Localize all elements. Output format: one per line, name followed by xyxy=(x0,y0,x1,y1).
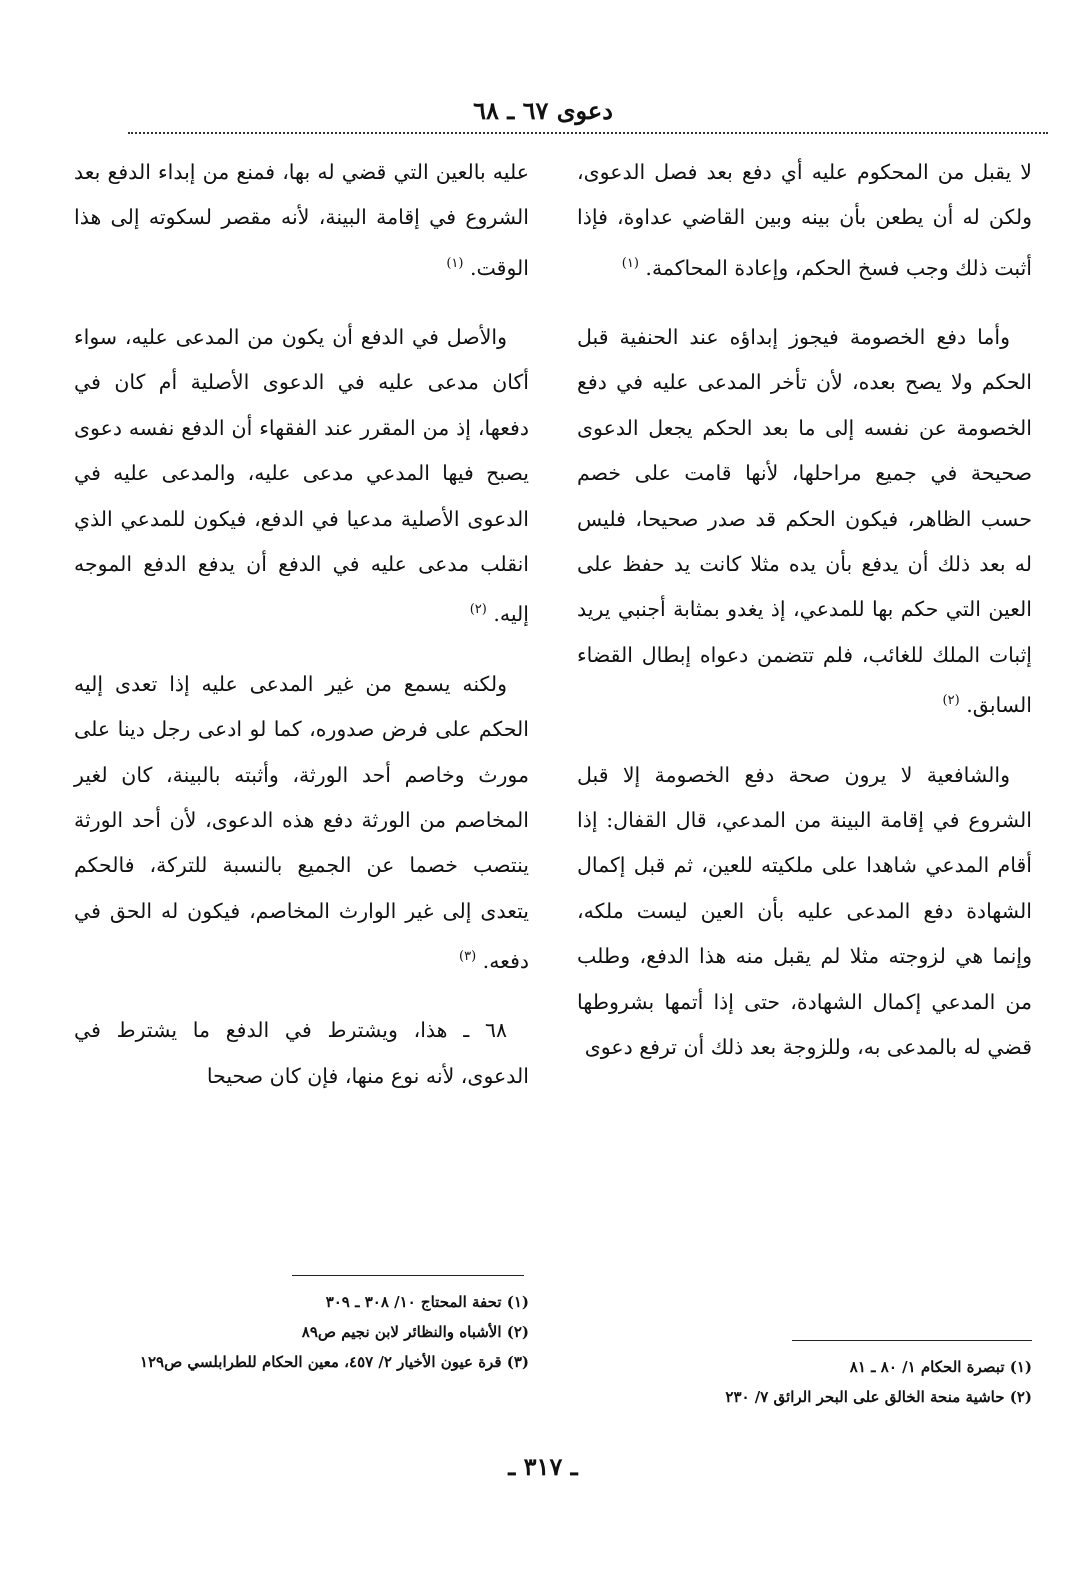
footnote: (٢) حاشية منحة الخالق على البحر الرائق ٧/ ٢٣٠ xyxy=(725,1388,1032,1406)
paragraph xyxy=(74,662,529,985)
paragraph-text: ولكنه يسمع من غير المدعى عليه إذا تعدى إليه الحكم على فرض صدوره، كما لو ادعى رجل دينا على مورث وخاصم أحد الورثة، وأثبته بالبينة، كان لغير المخاصم من الورثة دفع هذه الدعوى، لأن أحد الورثة ينتصب خصما عن الجميع بالنسبة للتركة، فالحكم يتعدى إلى غير الوارث المخاصم، فيكون له الحق في دفعه. xyxy=(74,671,529,973)
footnote: (١) تحفة المحتاج ١٠/ ٣٠٨ ـ ٣٠٩ xyxy=(325,1293,529,1311)
left-column xyxy=(74,150,529,1099)
header-dotted-rule xyxy=(128,132,1048,134)
footnotes-left xyxy=(74,1287,529,1377)
footnote-ref: (٢) xyxy=(469,602,487,618)
page-number: ـ ٣١٧ ـ xyxy=(508,1452,578,1481)
paragraph-text: والشافعية لا يرون صحة دفع الخصومة إلا قبل الشروع في إقامة البينة من المدعي، قال القفال: إذا أقام المدعي شاهدا على ملكيته للعين، ثم قبل إكمال الشهادة دفع المدعى عليه بأن العين ليست ملكه، وإنما هي لزوجته مثلا لم يقبل منه هذا الدفع، وطلب من المدعي إكمال الشهادة، حتى إذا أتمها بشروطها قضي له بالمدعى به، وللزوجة بعد ذلك أن ترفع دعوى xyxy=(577,762,1032,1059)
paragraph xyxy=(74,150,529,291)
paragraph xyxy=(577,315,1032,728)
footnote-ref: (١) xyxy=(446,255,464,271)
paragraph xyxy=(577,753,1032,1071)
footnotes-right xyxy=(577,1352,1032,1412)
paragraph-text: والأصل في الدفع أن يكون من المدعى عليه، سواء أكان مدعى عليه في الدعوى الأصلية أم كان في دفعها، إذ من المقرر عند الفقهاء أن الدفع نفسه دعوى يصبح فيها المدعي مدعى عليه، والمدعى عليه في الدعوى الأصلية مدعيا في الدفع، فيكون للمدعي الذي انقلب مدعى عليه في الدفع أن يدفع الدفع الموجه إليه. xyxy=(74,325,529,627)
footnote-divider xyxy=(292,1275,524,1276)
footnote-ref: (١) xyxy=(621,255,639,271)
footnote-ref: (٢) xyxy=(942,693,960,709)
paragraph xyxy=(74,1008,529,1099)
paragraph-text: عليه بالعين التي قضي له بها، فمنع من إبداء الدفع بعد الشروع في إقامة البينة، لأنه مقصر لسكوته إلى هذا الوقت. xyxy=(74,160,529,280)
paragraph xyxy=(577,150,1032,291)
paragraph-text: لا يقبل من المحكوم عليه أي دفع بعد فصل الدعوى، ولكن له أن يطعن بأن بينه وبين القاضي عداوة، فإذا أثبت ذلك وجب فسخ الحكم، وإعادة المحاكمة. xyxy=(577,160,1032,280)
footnote-ref: (٣) xyxy=(459,949,477,965)
footnote: (٣) قرة عيون الأخيار ٢/ ٤٥٧، معين الحكام للطرابلسي ص١٢٩ xyxy=(139,1353,529,1371)
footnote-divider xyxy=(792,1340,1032,1341)
footnote: (٢) الأشباه والنظائر لابن نجيم ص٨٩ xyxy=(301,1323,529,1341)
paragraph-text: وأما دفع الخصومة فيجوز إبداؤه عند الحنفية قبل الحكم ولا يصح بعده، لأن تأخر المدعى عليه في دفع الخصومة عن نفسه إلى ما بعد الحكم يجعل الدعوى صحيحة في جميع مراحلها، لأنها قامت على خصم حسب الظاهر، فيكون الحكم قد صدر صحيحا، فليس له بعد ذلك أن يدفع بأن يده مثلا كانت يد حفظ على العين التي حكم بها للمدعي، إذ يغدو بمثابة أجنبي يريد إثبات الملك للغائب، فلم تتضمن دعواه إبطال القضاء السابق. xyxy=(577,325,1032,718)
right-column xyxy=(577,150,1032,1070)
paragraph-text: ٦٨ ـ هذا، ويشترط في الدفع ما يشترط في الدعوى، لأنه نوع منها، فإن كان صحيحا xyxy=(74,1018,529,1088)
paragraph xyxy=(74,315,529,638)
page-header: دعوى ٦٧ ـ ٦٨ xyxy=(473,96,613,125)
footnote: (١) تبصرة الحكام ١/ ٨٠ ـ ٨١ xyxy=(849,1358,1032,1376)
